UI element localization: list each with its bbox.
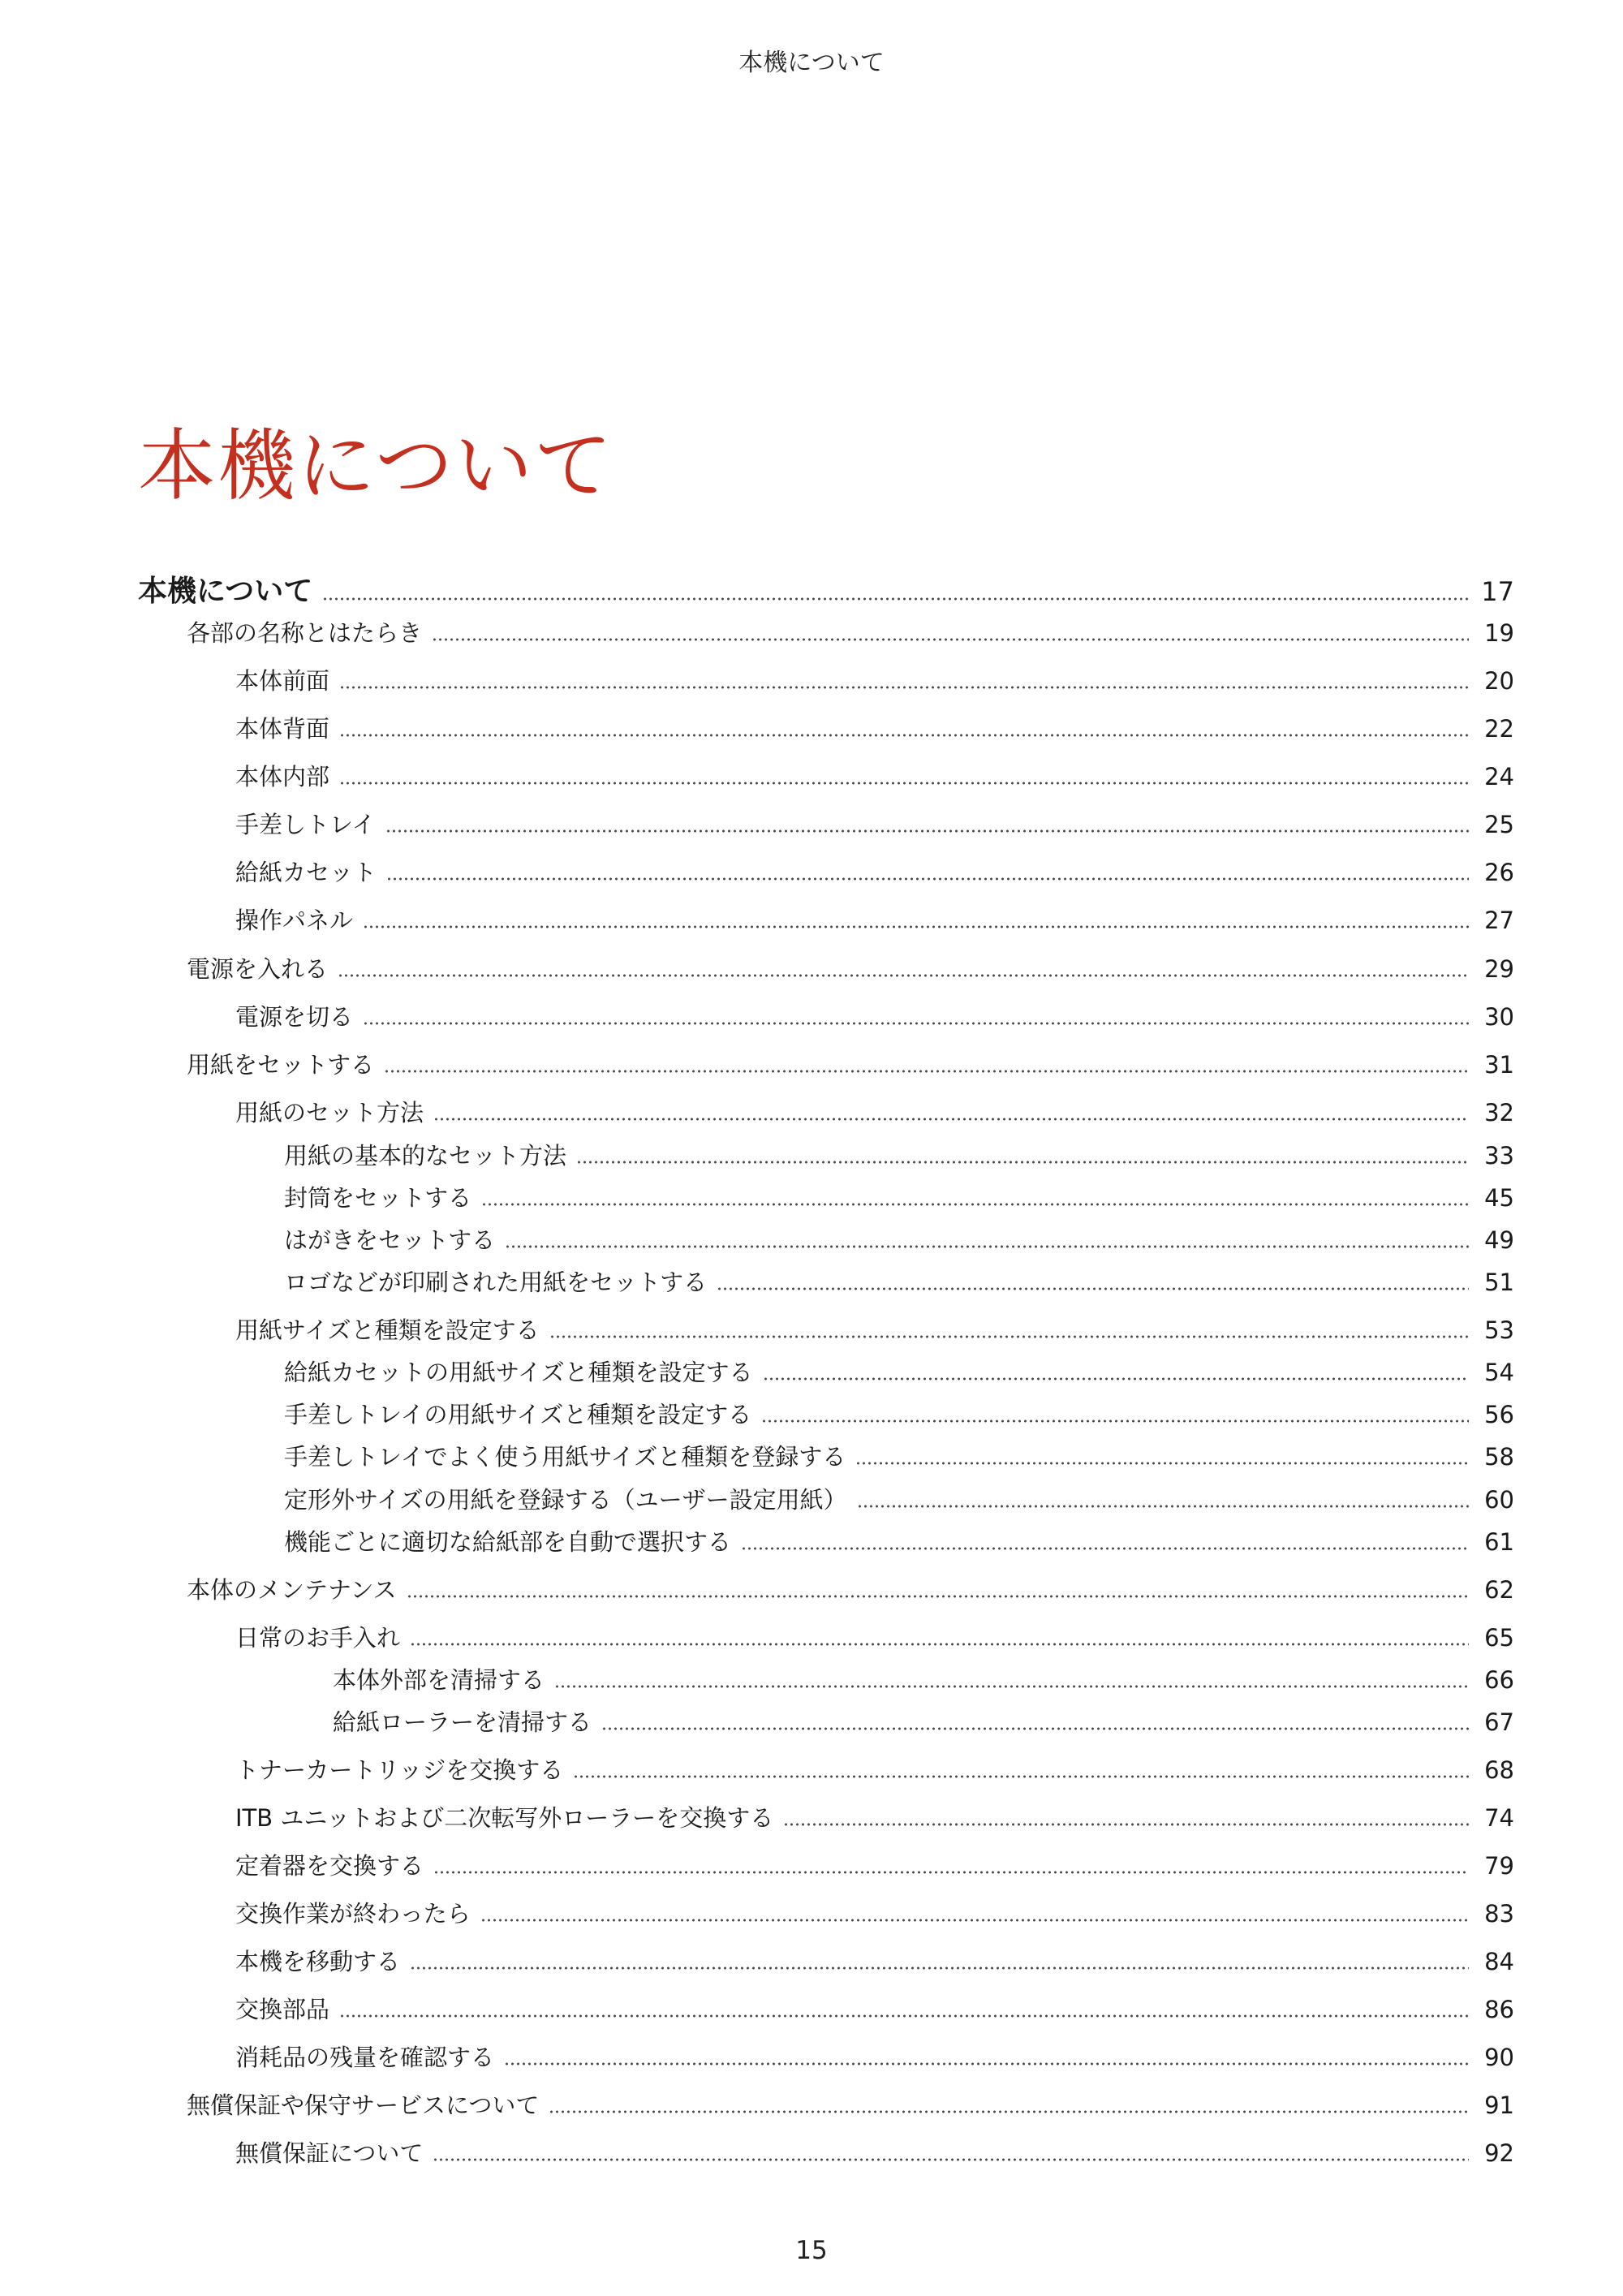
toc-entry[interactable] xyxy=(235,902,1514,936)
toc-dot-leader xyxy=(855,1462,1469,1465)
toc-entry-page-number: 90 xyxy=(1484,2044,1514,2071)
toc-entry-label: 無償保証や保守サービスについて xyxy=(187,2091,540,2119)
toc-entry-label: 手差しトレイの用紙サイズと種類を設定する xyxy=(284,1401,752,1428)
toc-dot-leader xyxy=(363,1022,1469,1025)
toc-entry-label: 各部の名称とはたらき xyxy=(187,619,423,647)
toc-dot-leader xyxy=(339,2014,1469,2018)
toc-entry-label: 給紙ローラーを清掃する xyxy=(333,1708,592,1736)
toc-entry-label: 給紙カセット xyxy=(235,859,377,886)
toc-dot-leader xyxy=(322,597,1469,601)
toc-dot-leader xyxy=(339,734,1469,737)
toc-dot-leader xyxy=(433,1871,1469,1874)
toc-entry-label: 本機を移動する xyxy=(235,1948,401,1975)
toc-entry-page-number: 26 xyxy=(1484,859,1514,886)
toc-dot-leader xyxy=(573,1775,1469,1778)
toc-entry-label: 電源を切る xyxy=(235,1003,354,1031)
toc-entry-page-number: 53 xyxy=(1484,1316,1514,1344)
toc-entry-page-number: 22 xyxy=(1484,715,1514,743)
toc-entry-label: 機能ごとに適切な給紙部を自動で選択する xyxy=(284,1528,732,1556)
toc-entry-label: ロゴなどが印刷された用紙をセットする xyxy=(284,1269,708,1296)
toc-entry-page-number: 31 xyxy=(1484,1051,1514,1079)
toc-entry[interactable] xyxy=(284,1439,1514,1472)
toc-entry-label: 日常のお手入れ xyxy=(235,1624,401,1652)
toc-entry-page-number: 25 xyxy=(1484,811,1514,838)
toc-entry-page-number: 62 xyxy=(1484,1576,1514,1604)
toc-entry[interactable] xyxy=(187,2087,1514,2121)
toc-dot-leader xyxy=(717,1287,1469,1290)
toc-entry-label: 本機について xyxy=(138,575,313,608)
toc-entry[interactable] xyxy=(235,855,1514,888)
toc-entry-page-number: 20 xyxy=(1484,667,1514,695)
toc-entry-label: 消耗品の残量を確認する xyxy=(235,2044,495,2071)
toc-entry[interactable] xyxy=(284,1397,1514,1430)
page-number: 15 xyxy=(795,2236,828,2265)
toc-dot-leader xyxy=(407,1595,1469,1598)
toc-entry-label: 用紙の基本的なセット方法 xyxy=(284,1142,567,1170)
toc-entry-page-number: 83 xyxy=(1484,1900,1514,1928)
toc-dot-leader xyxy=(386,877,1469,881)
toc-entry[interactable] xyxy=(333,1704,1514,1738)
toc-entry[interactable] xyxy=(235,2135,1514,2169)
toc-entry[interactable] xyxy=(235,1848,1514,1881)
toc-dot-leader xyxy=(741,1547,1469,1550)
toc-entry[interactable] xyxy=(284,1138,1514,1171)
toc-entry-page-number: 49 xyxy=(1484,1226,1514,1254)
toc-dot-leader xyxy=(384,1070,1469,1073)
toc-entry[interactable] xyxy=(235,1620,1514,1653)
toc-dot-leader xyxy=(504,2062,1469,2066)
toc-entry-label: 用紙をセットする xyxy=(187,1051,375,1079)
toc-entry-page-number: 32 xyxy=(1484,1099,1514,1126)
toc-dot-leader xyxy=(505,1245,1469,1248)
toc-dot-leader xyxy=(549,2110,1469,2113)
toc-entry[interactable] xyxy=(235,1992,1514,2025)
toc-dot-leader xyxy=(601,1727,1469,1730)
toc-dot-leader xyxy=(339,782,1469,785)
toc-dot-leader xyxy=(363,925,1469,928)
toc-entry-page-number: 66 xyxy=(1484,1666,1514,1694)
toc-entry-label: 交換作業が終わったら xyxy=(235,1900,471,1928)
toc-entry-label: 電源を入れる xyxy=(187,955,329,983)
toc-entry[interactable] xyxy=(235,1800,1514,1833)
toc-entry-label: 交換部品 xyxy=(235,1996,330,2023)
toc-entry-label: 定着器を交換する xyxy=(235,1852,424,1880)
toc-entry-label: トナーカートリッジを交換する xyxy=(235,1756,564,1784)
toc-entry-label: 定形外サイズの用紙を登録する（ユーザー設定用紙） xyxy=(284,1486,847,1514)
toc-dot-leader xyxy=(410,1966,1469,1970)
toc-entry-page-number: 24 xyxy=(1484,763,1514,790)
toc-entry-page-number: 68 xyxy=(1484,1756,1514,1784)
chapter-title: 本機について xyxy=(138,420,614,511)
toc-entry-page-number: 61 xyxy=(1484,1528,1514,1556)
toc-entry[interactable] xyxy=(235,999,1514,1032)
toc-entry-label: 本体のメンテナンス xyxy=(187,1576,397,1604)
toc-entry[interactable] xyxy=(235,1095,1514,1128)
toc-dot-leader xyxy=(481,1203,1469,1206)
toc-entry-page-number: 65 xyxy=(1484,1624,1514,1652)
toc-entry-label: 本体内部 xyxy=(235,763,330,790)
toc-entry[interactable] xyxy=(235,807,1514,840)
toc-entry[interactable] xyxy=(235,1312,1514,1346)
toc-entry-label: 本体前面 xyxy=(235,667,330,695)
toc-entry[interactable] xyxy=(138,568,1514,610)
toc-entry[interactable] xyxy=(187,1047,1514,1080)
toc-entry-page-number: 27 xyxy=(1484,907,1514,934)
toc-dot-leader xyxy=(857,1505,1469,1508)
toc-dot-leader xyxy=(385,829,1469,833)
toc-dot-leader xyxy=(433,2158,1469,2161)
toc-entry-label: 手差しトレイでよく使う用紙サイズと種類を登録する xyxy=(284,1443,846,1471)
toc-entry[interactable] xyxy=(235,1896,1514,1929)
toc-entry[interactable] xyxy=(284,1222,1514,1256)
toc-dot-leader xyxy=(576,1161,1469,1164)
toc-entry[interactable] xyxy=(284,1482,1514,1515)
running-header: 本機について xyxy=(738,49,885,77)
toc-entry[interactable] xyxy=(284,1524,1514,1557)
toc-entry[interactable] xyxy=(187,951,1514,984)
toc-entry-page-number: 45 xyxy=(1484,1184,1514,1212)
toc-entry-page-number: 19 xyxy=(1484,619,1514,647)
toc-entry[interactable] xyxy=(235,711,1514,744)
toc-entry-label: 本体背面 xyxy=(235,715,330,743)
toc-dot-leader xyxy=(338,974,1469,977)
toc-entry-page-number: 56 xyxy=(1484,1401,1514,1428)
toc-entry-label: 手差しトレイ xyxy=(235,811,376,838)
toc-entry-page-number: 51 xyxy=(1484,1269,1514,1296)
toc-dot-leader xyxy=(433,1118,1469,1121)
toc-entry-page-number: 86 xyxy=(1484,1996,1514,2023)
toc-entry[interactable] xyxy=(187,615,1514,648)
toc-entry-page-number: 58 xyxy=(1484,1443,1514,1471)
toc-dot-leader xyxy=(432,638,1469,641)
toc-entry[interactable] xyxy=(235,1944,1514,1977)
toc-entry-label: 無償保証について xyxy=(235,2139,424,2167)
toc-entry-label: 給紙カセットの用紙サイズと種類を設定する xyxy=(284,1359,753,1386)
toc-entry-label: ITB ユニットおよび二次転写外ローラーを交換する xyxy=(235,1804,774,1832)
toc-dot-leader xyxy=(761,1419,1469,1423)
toc-entry-label: 用紙サイズと種類を設定する xyxy=(235,1316,540,1344)
toc-dot-leader xyxy=(410,1643,1469,1646)
toc-entry-page-number: 91 xyxy=(1484,2091,1514,2119)
toc-entry[interactable] xyxy=(235,663,1514,696)
toc-entry-label: 本体外部を清掃する xyxy=(333,1666,545,1694)
toc-entry[interactable] xyxy=(284,1264,1514,1298)
toc-entry-page-number: 29 xyxy=(1484,955,1514,983)
toc-entry[interactable] xyxy=(284,1180,1514,1213)
toc-entry[interactable] xyxy=(235,1752,1514,1786)
toc-entry-page-number: 79 xyxy=(1484,1852,1514,1880)
toc-entry-page-number: 67 xyxy=(1484,1708,1514,1736)
toc-entry-page-number: 30 xyxy=(1484,1003,1514,1031)
toc-entry[interactable] xyxy=(333,1662,1514,1695)
toc-entry-page-number: 60 xyxy=(1484,1486,1514,1514)
toc-entry-page-number: 33 xyxy=(1484,1142,1514,1170)
toc-entry-label: 用紙のセット方法 xyxy=(235,1099,424,1126)
toc-entry-page-number: 84 xyxy=(1484,1948,1514,1975)
toc-entry[interactable] xyxy=(284,1355,1514,1388)
toc-dot-leader xyxy=(549,1335,1469,1338)
toc-entry-page-number: 17 xyxy=(1481,576,1514,607)
toc-entry-page-number: 92 xyxy=(1484,2139,1514,2167)
toc-dot-leader xyxy=(783,1823,1469,1826)
toc-dot-leader xyxy=(554,1685,1469,1688)
toc-dot-leader xyxy=(763,1377,1469,1381)
toc-entry[interactable] xyxy=(187,1572,1514,1605)
toc-entry-label: 封筒をセットする xyxy=(284,1184,472,1212)
toc-entry-label: はがきをセットする xyxy=(284,1226,496,1254)
toc-entry[interactable] xyxy=(235,2040,1514,2073)
toc-entry-page-number: 74 xyxy=(1484,1804,1514,1832)
toc-dot-leader xyxy=(339,686,1469,689)
toc-entry-page-number: 54 xyxy=(1484,1359,1514,1386)
toc-dot-leader xyxy=(480,1919,1469,1922)
toc-entry[interactable] xyxy=(235,759,1514,792)
toc-entry-label: 操作パネル xyxy=(235,907,354,934)
